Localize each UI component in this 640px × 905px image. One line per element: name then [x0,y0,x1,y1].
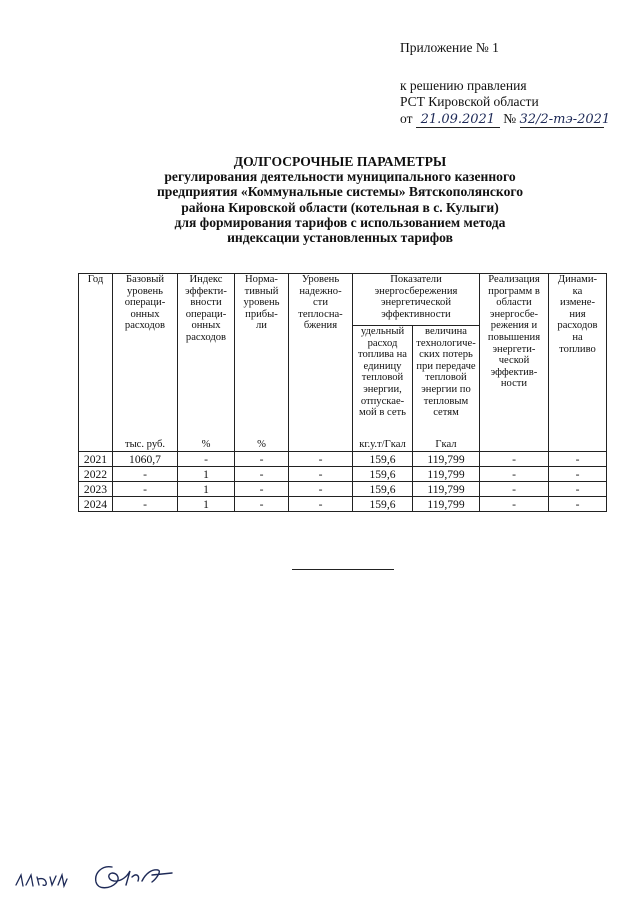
cell-fuel: 159,6 [353,452,413,467]
cell-losses: 119,799 [413,497,480,512]
cell-fuel: 159,6 [353,482,413,497]
cell-dynamics: - [549,452,607,467]
cell-dynamics: - [549,482,607,497]
cell-dynamics: - [549,467,607,482]
cell-index: 1 [178,497,235,512]
cell-reliability: - [289,467,353,482]
table-row [79,482,607,497]
handwritten-initials-icon [16,875,67,886]
decision-number: 32/2-тэ-2021 [519,112,611,127]
unit-base: тыс. руб. [113,436,178,452]
cell-losses: 119,799 [413,482,480,497]
header-programs: Реализация программ в области энергосбе- режения и повышения энергети- ческой эффектив- ности [480,274,549,452]
cell-year: 2024 [79,497,113,512]
cell-dynamics: - [549,497,607,512]
cell-fuel: 159,6 [353,467,413,482]
parameters-table [78,273,607,512]
appendix-org: РСТ Кировской области [400,94,539,109]
cell-base: - [113,497,178,512]
number-sign: № [503,111,517,126]
cell-losses: 119,799 [413,452,480,467]
cell-programs: - [480,497,549,512]
cell-index: 1 [178,482,235,497]
header-energy-indicators: Показатели энергосбережения энергетической эффективности [353,274,480,326]
cell-programs: - [480,467,549,482]
header-year: Год [79,274,113,452]
cell-year: 2023 [79,482,113,497]
cell-index: 1 [178,467,235,482]
appendix-date-line [400,111,611,128]
header-heat-losses: величина технологиче- ских потерь при передаче тепловой энергии по тепловым сетям [413,326,480,436]
separator-line [292,569,394,570]
cell-year: 2021 [79,452,113,467]
title-line-3: предприятия «Коммунальные системы» Вятскополянского [156,184,524,200]
header-profit-level: Норма- тивный уровень прибы- ли [235,274,289,436]
cell-base: - [113,482,178,497]
title-line-5: для формирования тарифов с использованием метода [174,214,506,230]
unit-fuel: кг.у.т/Гкал [353,436,413,452]
document-title [60,154,620,245]
cell-reliability: - [289,497,353,512]
cell-programs: - [480,482,549,497]
header-base-level: Базовый уровень операци- онных расходов [113,274,178,436]
cell-profit: - [235,452,289,467]
table-row [79,497,607,512]
unit-losses: Гкал [413,436,480,452]
appendix-decision: к решению правления [400,78,527,93]
cell-fuel: 159,6 [353,497,413,512]
cell-index: - [178,452,235,467]
cell-year: 2022 [79,467,113,482]
date-prefix: от [400,111,413,126]
cell-reliability: - [289,482,353,497]
header-fuel-consumption: удельный расход топлива на единицу тепловой энергии, отпускае- мой в сеть [353,326,413,436]
header-efficiency-index: Индекс эффекти- вности операци- онных расходов [178,274,235,436]
header-fuel-dynamics: Динами- ка измене- ния расходов на топливо [549,274,607,452]
title-line-6: индексации установленных тарифов [227,230,453,246]
title-line-1: ДОЛГОСРОЧНЫЕ ПАРАМЕТРЫ [233,154,447,169]
cell-base: 1060,7 [113,452,178,467]
decision-date: 21.09.2021 [420,112,496,127]
unit-profit: % [235,436,289,452]
title-line-4: района Кировской области (котельная в с. Кулыги) [181,199,499,215]
cell-profit: - [235,482,289,497]
table-row [79,467,607,482]
header-reliability: Уровень надежно- сти теплосна- бжения [289,274,353,452]
cell-base: - [113,467,178,482]
cell-programs: - [480,452,549,467]
cell-profit: - [235,497,289,512]
table-row [79,452,607,467]
handwritten-marks [12,855,182,895]
appendix-number: Приложение № 1 [400,40,499,55]
handwritten-signature-icon [96,867,172,888]
title-line-2: регулирования деятельности муниципального казенного [164,169,516,185]
cell-losses: 119,799 [413,467,480,482]
unit-index: % [178,436,235,452]
cell-reliability: - [289,452,353,467]
cell-profit: - [235,467,289,482]
